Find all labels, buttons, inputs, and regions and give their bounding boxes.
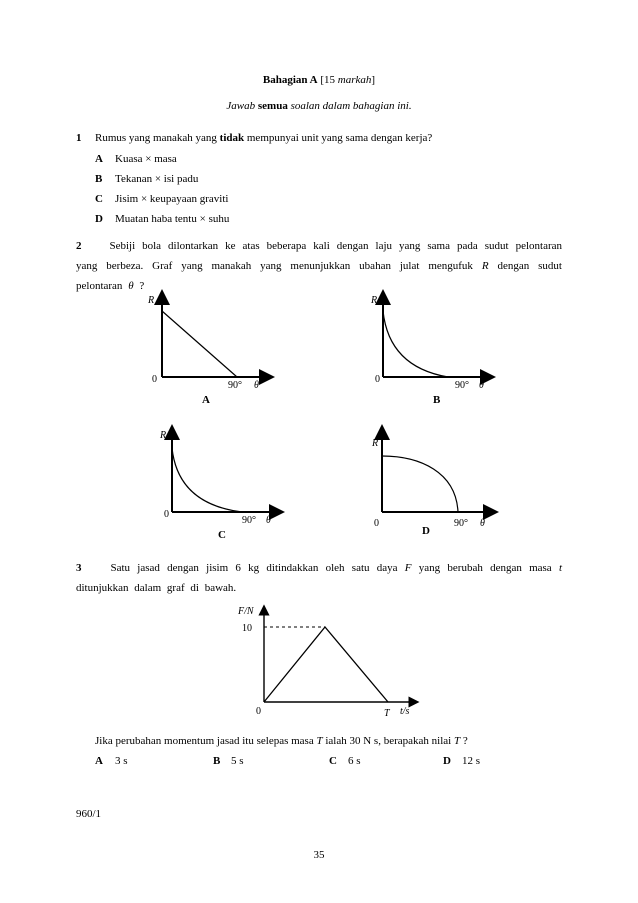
section-instruction xyxy=(0,100,638,112)
x-axis-label: θ xyxy=(480,518,485,529)
q1-option-b[interactable]: B xyxy=(95,173,103,185)
section-title xyxy=(0,74,638,86)
q3-question-b: ialah 30 N s, berapakah nilai xyxy=(322,735,454,747)
q2-graph-d[interactable] xyxy=(360,420,500,545)
q2-number: 2 xyxy=(76,240,82,252)
curve-line xyxy=(162,311,237,377)
q3-text-c: ditunjukkan dalam graf di bawah. xyxy=(76,582,237,594)
q3-question-t: T xyxy=(316,735,323,747)
instr-pre: Jawab xyxy=(226,100,258,112)
q1-option-a[interactable]: A xyxy=(95,153,103,165)
q1-option-c[interactable]: C xyxy=(95,193,103,205)
q1-number: 1 xyxy=(76,132,82,144)
q3-text-a: Satu jasad dengan jisim 6 kg ditindakkan oleh satu daya xyxy=(110,562,405,574)
q2-text-r: R xyxy=(481,260,489,272)
y-tick-label: 10 xyxy=(242,623,252,634)
graph-c-label: C xyxy=(218,529,226,541)
q2-text-a: Sebiji bola dilontarkan ke atas beberapa kali dengan laju yang sama pada sudut pelontaran yang berbeza. Graf yang manakah yang menunjukkan ubahan julat mengufuk xyxy=(76,240,562,272)
x-tick-label: 90° xyxy=(455,380,469,391)
q3-stem xyxy=(76,558,562,598)
q1-option-b-text: Tekanan × isi padu xyxy=(115,173,199,185)
q3-option-a[interactable]: A xyxy=(95,755,103,767)
curve-decay xyxy=(172,448,242,512)
y-axis-label: R xyxy=(148,295,155,306)
origin-label: 0 xyxy=(152,374,157,385)
q1-text-pre: Rumus yang manakah yang xyxy=(95,132,220,144)
q3-option-c[interactable]: C xyxy=(329,755,337,767)
q2-graph-b[interactable] xyxy=(365,285,505,410)
q3-text-t: t xyxy=(558,562,562,574)
q2-graph-c[interactable] xyxy=(150,420,290,545)
q3-option-b-text: 5 s xyxy=(231,755,244,767)
instr-post: soalan dalam bahagian ini. xyxy=(287,100,412,112)
q1-option-c-text: Jisim × keupayaan graviti xyxy=(115,193,229,205)
q3-question-c: ? xyxy=(460,735,468,747)
x-axis-label: t/s xyxy=(400,706,410,717)
q2-text-theta: θ xyxy=(128,280,134,292)
q1-text-post: mempunyai unit yang sama dengan kerja? xyxy=(244,132,433,144)
q3-text-f: F xyxy=(404,562,412,574)
q3-force-time-graph[interactable] xyxy=(228,598,428,723)
q1-stem xyxy=(95,132,432,144)
y-axis-label: R xyxy=(160,430,167,441)
q3-option-b[interactable]: B xyxy=(213,755,221,767)
page-number: 35 xyxy=(313,849,325,861)
force-triangle xyxy=(264,627,388,702)
q3-option-c-text: 6 s xyxy=(348,755,361,767)
origin-label: 0 xyxy=(374,518,379,529)
origin-label: 0 xyxy=(164,509,169,520)
x-axis-label: θ xyxy=(479,380,484,391)
q3-option-d-text: 12 s xyxy=(462,755,481,767)
origin-label: 0 xyxy=(375,374,380,385)
q3-question-a: Jika perubahan momentum jasad itu selepas masa xyxy=(95,735,317,747)
q3-option-d[interactable]: D xyxy=(443,755,451,767)
x-tick-label: 90° xyxy=(242,515,256,526)
x-tick-label: 90° xyxy=(454,518,468,529)
graph-b-label: B xyxy=(433,394,441,406)
y-axis-label: R xyxy=(372,438,379,449)
marks-open: [15 xyxy=(317,74,338,86)
curve-arc xyxy=(382,456,458,512)
y-axis-label: R xyxy=(371,295,378,306)
q3-option-a-text: 3 s xyxy=(115,755,128,767)
graph-d-label: D xyxy=(422,525,430,537)
q2-graph-a[interactable] xyxy=(140,285,280,410)
section-name: Bahagian A xyxy=(262,74,318,86)
instr-bold: semua xyxy=(257,100,288,112)
curve-decay xyxy=(383,311,448,377)
q1-option-d-text: Muatan haba tentu × suhu xyxy=(115,213,230,225)
graph-a-label: A xyxy=(202,394,210,406)
paper-code: 960/1 xyxy=(76,808,102,820)
q1-option-d[interactable]: D xyxy=(95,213,103,225)
y-axis-label: F/N xyxy=(238,606,254,617)
origin-label: 0 xyxy=(256,706,261,717)
x-axis-label: θ xyxy=(254,380,259,391)
marks-word: markah xyxy=(337,74,372,86)
marks-close: ] xyxy=(371,74,376,86)
q1-option-a-text: Kuasa × masa xyxy=(115,153,177,165)
q3-question xyxy=(95,735,468,747)
q2-text-c: ? xyxy=(133,280,145,292)
q3-number: 3 xyxy=(76,562,82,574)
q3-question-t2: T xyxy=(453,735,461,747)
q2-text-b: dengan sudut pelontaran xyxy=(76,260,562,292)
q3-text-b: yang berubah dengan masa xyxy=(411,562,559,574)
x-tick-label: T xyxy=(384,708,390,719)
x-axis-label: θ xyxy=(266,515,271,526)
x-tick-label: 90° xyxy=(228,380,242,391)
q1-text-bold: tidak xyxy=(219,132,245,144)
